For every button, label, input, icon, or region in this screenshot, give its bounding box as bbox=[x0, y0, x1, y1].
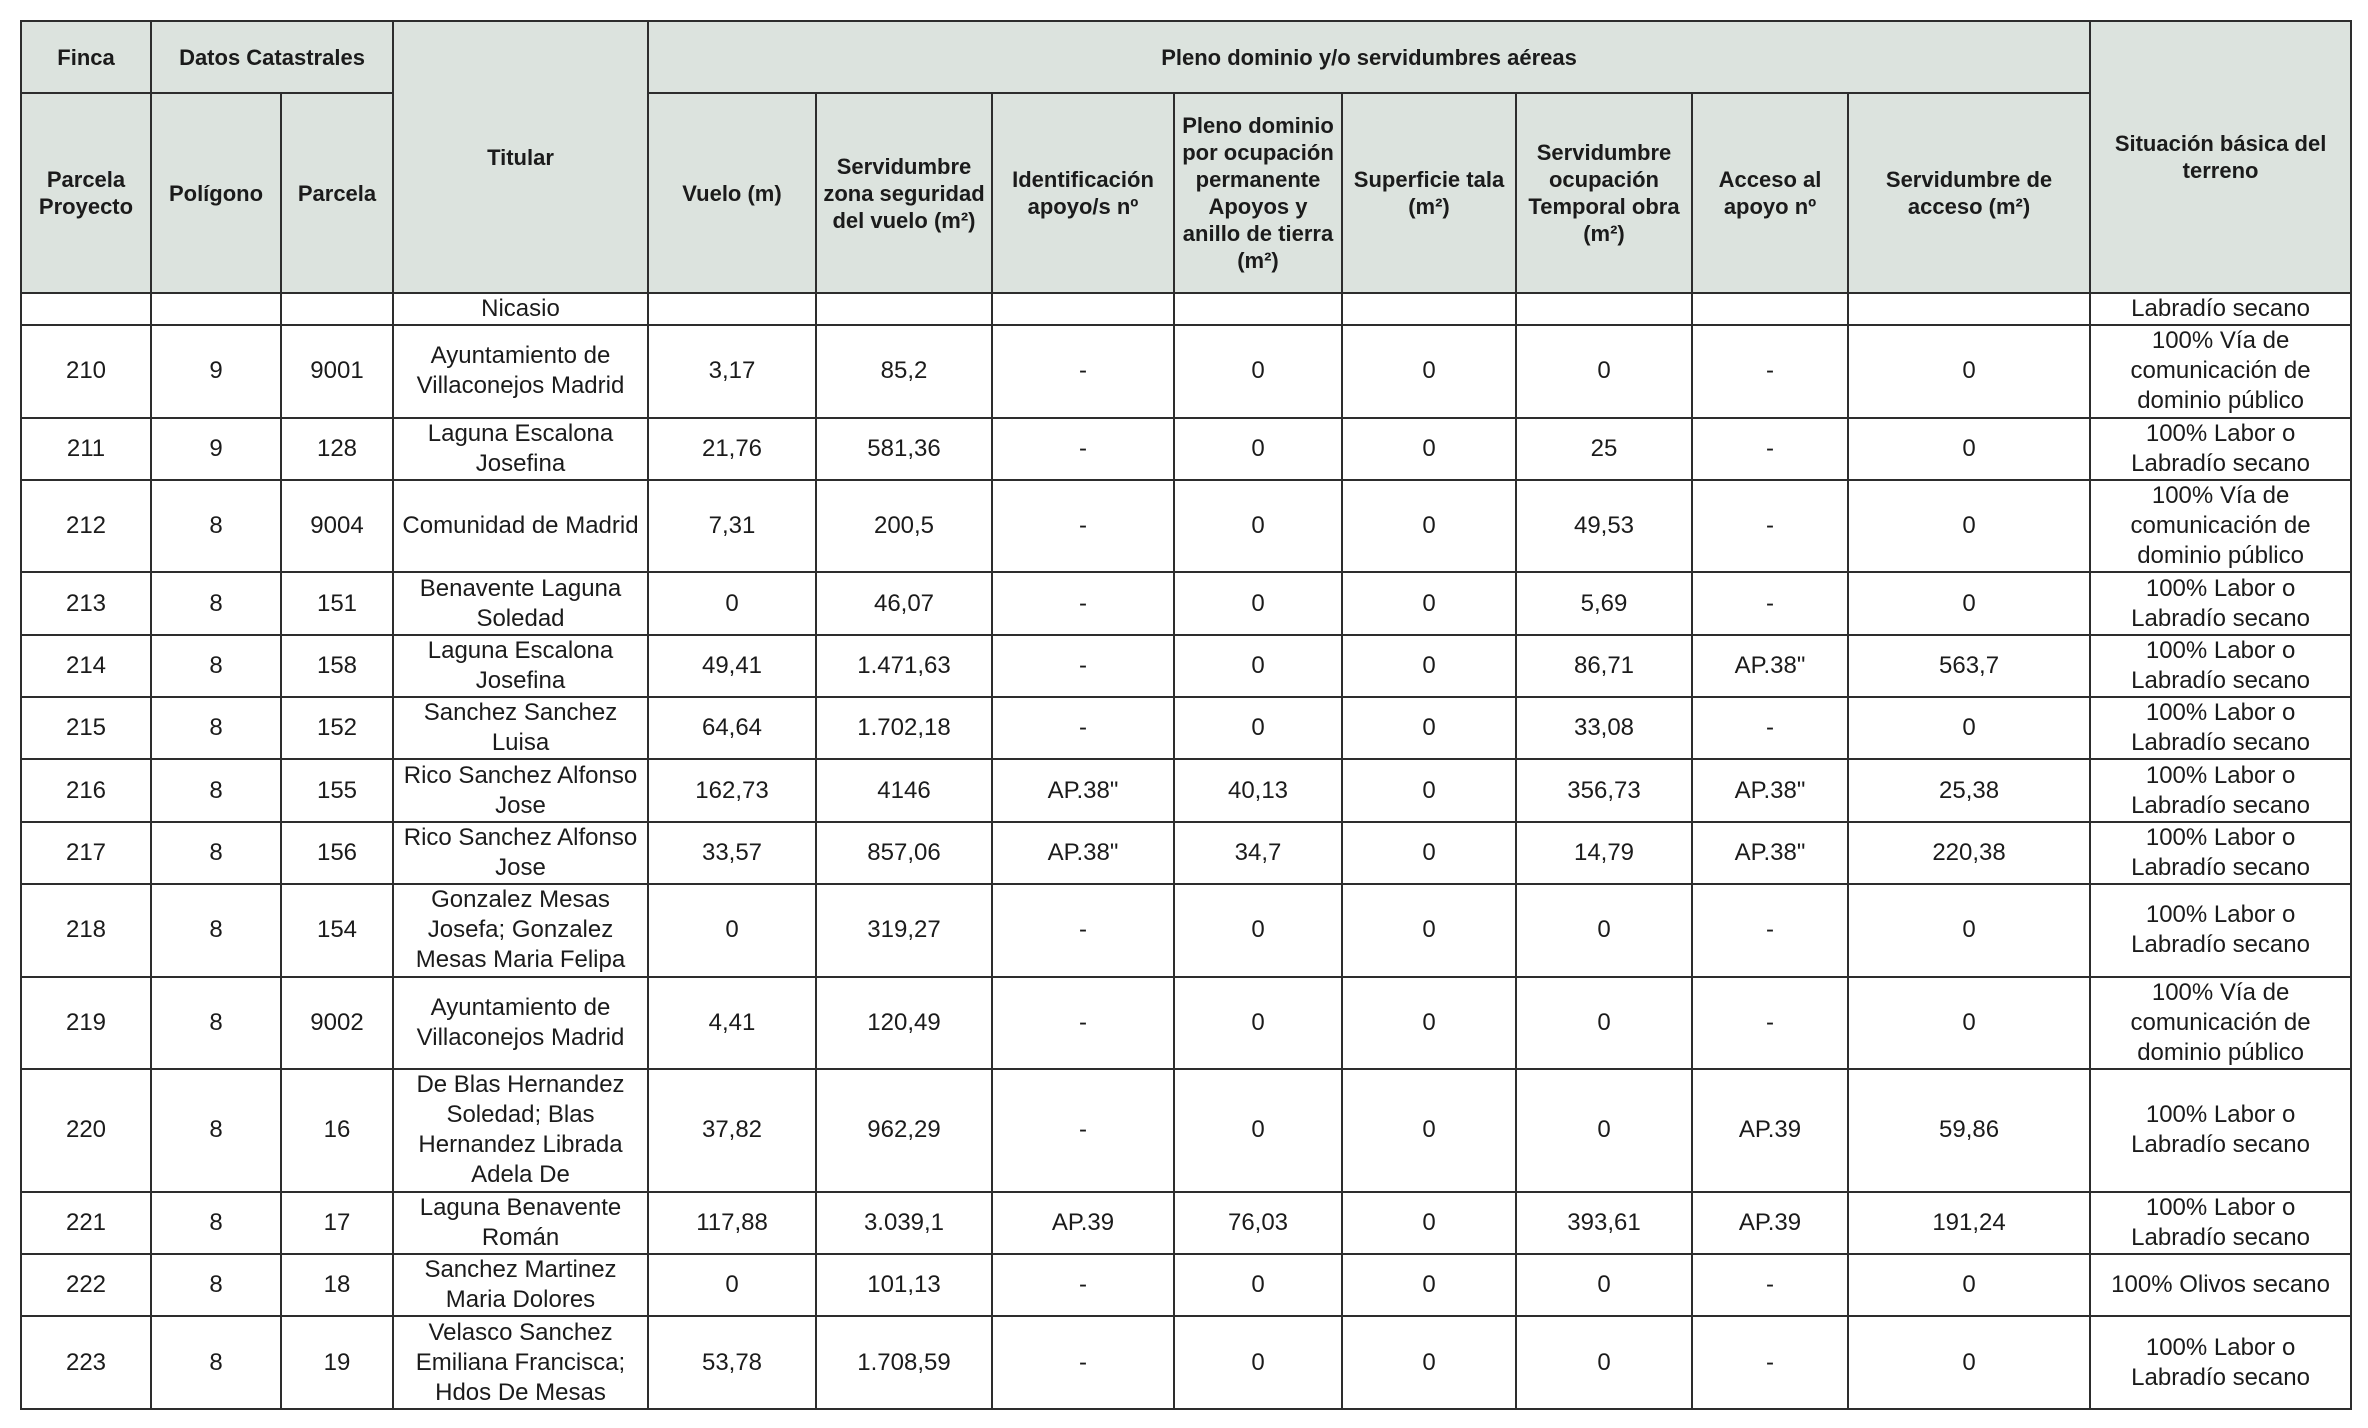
table-cell-vuelo: 53,78 bbox=[648, 1316, 816, 1409]
table-cell-titular: Laguna Escalona Josefina bbox=[393, 418, 648, 480]
table-cell-vuelo: 0 bbox=[648, 884, 816, 976]
table-cell-superficie-tala: 0 bbox=[1342, 1316, 1516, 1409]
table-cell-identificacion: - bbox=[992, 325, 1174, 417]
table-cell bbox=[1516, 293, 1692, 325]
table-cell-titular: Comunidad de Madrid bbox=[393, 480, 648, 572]
table-cell-titular: Rico Sanchez Alfonso Jose bbox=[393, 759, 648, 821]
table-cell-identificacion: AP.39 bbox=[992, 1192, 1174, 1254]
table-cell-titular: Laguna Escalona Josefina bbox=[393, 635, 648, 697]
table-cell-situacion: 100% Labor o Labradío secano bbox=[2090, 697, 2351, 759]
table-cell-parcela: 19 bbox=[281, 1316, 393, 1409]
table-cell-parcela-proyecto: 222 bbox=[21, 1254, 151, 1316]
table-cell-servidumbre-temporal: 49,53 bbox=[1516, 480, 1692, 572]
table-cell-parcela: 9002 bbox=[281, 977, 393, 1069]
table-cell-titular: Sanchez Martinez Maria Dolores bbox=[393, 1254, 648, 1316]
table-cell-superficie-tala: 0 bbox=[1342, 759, 1516, 821]
table-cell-superficie-tala: 0 bbox=[1342, 1254, 1516, 1316]
table-cell-pleno-dominio: 0 bbox=[1174, 1316, 1342, 1409]
table-cell-superficie-tala: 0 bbox=[1342, 977, 1516, 1069]
table-cell-parcela-proyecto: 213 bbox=[21, 572, 151, 634]
table-cell-superficie-tala: 0 bbox=[1342, 480, 1516, 572]
table-cell-parcela-proyecto: 212 bbox=[21, 480, 151, 572]
header-vuelo: Vuelo (m) bbox=[648, 93, 816, 293]
table-cell-servidumbre-zona: 857,06 bbox=[816, 822, 992, 884]
table-cell-poligono: 8 bbox=[151, 697, 281, 759]
table-cell-parcela: 16 bbox=[281, 1069, 393, 1192]
table-cell-titular: Benavente Laguna Soledad bbox=[393, 572, 648, 634]
table-cell bbox=[281, 293, 393, 325]
table-cell-vuelo: 162,73 bbox=[648, 759, 816, 821]
table-cell-servidumbre-acceso: 0 bbox=[1848, 572, 2090, 634]
table-cell-superficie-tala: 0 bbox=[1342, 1192, 1516, 1254]
table-cell-servidumbre-zona: 1.471,63 bbox=[816, 635, 992, 697]
table-cell-poligono: 9 bbox=[151, 418, 281, 480]
table-cell-superficie-tala: 0 bbox=[1342, 884, 1516, 976]
table-cell-acceso-apoyo: - bbox=[1692, 418, 1848, 480]
table-cell-poligono: 8 bbox=[151, 1316, 281, 1409]
table-cell-titular: Gonzalez Mesas Josefa; Gonzalez Mesas Maria Felipa bbox=[393, 884, 648, 976]
header-finca: Finca bbox=[21, 21, 151, 93]
table-row bbox=[21, 418, 2351, 480]
table-cell-situacion: 100% Labor o Labradío secano bbox=[2090, 884, 2351, 976]
table-cell-acceso-apoyo: - bbox=[1692, 1316, 1848, 1409]
table-cell-parcela-proyecto: 223 bbox=[21, 1316, 151, 1409]
table-cell-acceso-apoyo: - bbox=[1692, 1254, 1848, 1316]
table-cell-superficie-tala: 0 bbox=[1342, 822, 1516, 884]
header-titular: Titular bbox=[393, 21, 648, 293]
table-cell-parcela: 128 bbox=[281, 418, 393, 480]
table-row bbox=[21, 697, 2351, 759]
table-cell-servidumbre-acceso: 0 bbox=[1848, 1316, 2090, 1409]
table-cell-servidumbre-acceso: 563,7 bbox=[1848, 635, 2090, 697]
table-cell-parcela: 9004 bbox=[281, 480, 393, 572]
table-cell-servidumbre-zona: 101,13 bbox=[816, 1254, 992, 1316]
table-cell-pleno-dominio: 0 bbox=[1174, 1069, 1342, 1192]
table-cell-situacion: 100% Labor o Labradío secano bbox=[2090, 572, 2351, 634]
table-cell-identificacion: - bbox=[992, 884, 1174, 976]
header-parcela-proyecto: Parcela Proyecto bbox=[21, 93, 151, 293]
table-cell-titular: Sanchez Sanchez Luisa bbox=[393, 697, 648, 759]
header-servidumbre-zona: Servidumbre zona seguridad del vuelo (m²) bbox=[816, 93, 992, 293]
table-cell-vuelo: 49,41 bbox=[648, 635, 816, 697]
table-cell-parcela: 151 bbox=[281, 572, 393, 634]
table-cell-servidumbre-acceso: 59,86 bbox=[1848, 1069, 2090, 1192]
table-cell-parcela-proyecto: 221 bbox=[21, 1192, 151, 1254]
table-cell-superficie-tala: 0 bbox=[1342, 697, 1516, 759]
table-cell-vuelo: 21,76 bbox=[648, 418, 816, 480]
table-cell-identificacion: - bbox=[992, 635, 1174, 697]
table-cell-poligono: 8 bbox=[151, 759, 281, 821]
table-cell-servidumbre-acceso: 0 bbox=[1848, 1254, 2090, 1316]
table-cell-titular: Ayuntamiento de Villaconejos Madrid bbox=[393, 325, 648, 417]
table-cell-servidumbre-temporal: 393,61 bbox=[1516, 1192, 1692, 1254]
table-cell-poligono: 8 bbox=[151, 1069, 281, 1192]
table-cell-situacion: 100% Labor o Labradío secano bbox=[2090, 418, 2351, 480]
table-cell-vuelo: 4,41 bbox=[648, 977, 816, 1069]
table-row bbox=[21, 1069, 2351, 1192]
table-cell-servidumbre-acceso: 0 bbox=[1848, 697, 2090, 759]
table-cell-servidumbre-temporal: 0 bbox=[1516, 1069, 1692, 1192]
table-cell-servidumbre-zona: 120,49 bbox=[816, 977, 992, 1069]
table-cell-pleno-dominio: 0 bbox=[1174, 697, 1342, 759]
table-cell-servidumbre-temporal: 0 bbox=[1516, 977, 1692, 1069]
table-cell-situacion: 100% Labor o Labradío secano bbox=[2090, 1069, 2351, 1192]
table-cell-parcela-proyecto: 215 bbox=[21, 697, 151, 759]
table-cell-servidumbre-temporal: 33,08 bbox=[1516, 697, 1692, 759]
table-cell-titular: De Blas Hernandez Soledad; Blas Hernandez Librada Adela De bbox=[393, 1069, 648, 1192]
table-cell-acceso-apoyo: - bbox=[1692, 977, 1848, 1069]
table-cell-poligono: 8 bbox=[151, 977, 281, 1069]
table-cell-servidumbre-zona: 200,5 bbox=[816, 480, 992, 572]
table-cell-parcela-proyecto: 214 bbox=[21, 635, 151, 697]
table-cell-servidumbre-temporal: 0 bbox=[1516, 1316, 1692, 1409]
table-cell-parcela: 158 bbox=[281, 635, 393, 697]
table-cell-situacion: 100% Labor o Labradío secano bbox=[2090, 1316, 2351, 1409]
table-cell-situacion: 100% Labor o Labradío secano bbox=[2090, 1192, 2351, 1254]
table-row bbox=[21, 1254, 2351, 1316]
table-cell-situacion: 100% Labor o Labradío secano bbox=[2090, 635, 2351, 697]
table-cell-acceso-apoyo: - bbox=[1692, 697, 1848, 759]
table-cell-servidumbre-acceso: 0 bbox=[1848, 480, 2090, 572]
header-servidumbre-temporal: Servidumbre ocupación Temporal obra (m²) bbox=[1516, 93, 1692, 293]
table-cell-servidumbre-acceso: 0 bbox=[1848, 325, 2090, 417]
table-cell-servidumbre-zona: 3.039,1 bbox=[816, 1192, 992, 1254]
table-cell-identificacion: AP.38" bbox=[992, 759, 1174, 821]
table-cell-identificacion: - bbox=[992, 697, 1174, 759]
table-cell-servidumbre-zona: 1.702,18 bbox=[816, 697, 992, 759]
table-cell-parcela-proyecto: 210 bbox=[21, 325, 151, 417]
table-cell-titular: Laguna Benavente Román bbox=[393, 1192, 648, 1254]
table-row bbox=[21, 884, 2351, 976]
table-cell bbox=[1692, 293, 1848, 325]
table-cell-parcela: 156 bbox=[281, 822, 393, 884]
table-cell-parcela: 155 bbox=[281, 759, 393, 821]
table-cell-pleno-dominio: 34,7 bbox=[1174, 822, 1342, 884]
table-cell-titular: Rico Sanchez Alfonso Jose bbox=[393, 822, 648, 884]
table-cell-servidumbre-zona: 46,07 bbox=[816, 572, 992, 634]
table-cell-situacion: 100% Labor o Labradío secano bbox=[2090, 822, 2351, 884]
table-cell-poligono: 8 bbox=[151, 635, 281, 697]
table-cell-situacion: Labradío secano bbox=[2090, 293, 2351, 325]
table-cell bbox=[1174, 293, 1342, 325]
table-cell-parcela: 17 bbox=[281, 1192, 393, 1254]
table-cell-titular: Velasco Sanchez Emiliana Francisca; Hdos De Mesas bbox=[393, 1316, 648, 1409]
table-cell-identificacion: - bbox=[992, 418, 1174, 480]
table-cell bbox=[816, 293, 992, 325]
table-cell-poligono: 8 bbox=[151, 572, 281, 634]
table-cell-parcela: 154 bbox=[281, 884, 393, 976]
table-row bbox=[21, 822, 2351, 884]
header-poligono: Polígono bbox=[151, 93, 281, 293]
table-cell-servidumbre-zona: 4146 bbox=[816, 759, 992, 821]
table-cell-servidumbre-zona: 962,29 bbox=[816, 1069, 992, 1192]
table-cell-vuelo: 0 bbox=[648, 1254, 816, 1316]
table-row bbox=[21, 1316, 2351, 1409]
table-cell-pleno-dominio: 0 bbox=[1174, 1254, 1342, 1316]
table-row-carryover bbox=[21, 293, 2351, 325]
table-cell-acceso-apoyo: - bbox=[1692, 480, 1848, 572]
table-cell-vuelo: 0 bbox=[648, 572, 816, 634]
table-cell-superficie-tala: 0 bbox=[1342, 1069, 1516, 1192]
table-row bbox=[21, 572, 2351, 634]
table-cell-vuelo: 37,82 bbox=[648, 1069, 816, 1192]
table-cell-superficie-tala: 0 bbox=[1342, 635, 1516, 697]
table-cell-vuelo: 3,17 bbox=[648, 325, 816, 417]
table-cell-servidumbre-acceso: 25,38 bbox=[1848, 759, 2090, 821]
table-row bbox=[21, 1192, 2351, 1254]
table-cell-vuelo: 64,64 bbox=[648, 697, 816, 759]
table-cell-servidumbre-zona: 1.708,59 bbox=[816, 1316, 992, 1409]
table-cell bbox=[1342, 293, 1516, 325]
header-acceso-apoyo: Acceso al apoyo nº bbox=[1692, 93, 1848, 293]
header-pleno-dominio-ocupacion: Pleno dominio por ocupación permanente Apoyos y anillo de tierra (m²) bbox=[1174, 93, 1342, 293]
table-row bbox=[21, 635, 2351, 697]
table-cell-titular: Ayuntamiento de Villaconejos Madrid bbox=[393, 977, 648, 1069]
table-cell-pleno-dominio: 0 bbox=[1174, 977, 1342, 1069]
table-cell bbox=[648, 293, 816, 325]
table-cell-pleno-dominio: 40,13 bbox=[1174, 759, 1342, 821]
table-cell-situacion: 100% Labor o Labradío secano bbox=[2090, 759, 2351, 821]
table-cell-superficie-tala: 0 bbox=[1342, 418, 1516, 480]
table-cell-vuelo: 117,88 bbox=[648, 1192, 816, 1254]
table-cell-situacion: 100% Vía de comunicación de dominio público bbox=[2090, 480, 2351, 572]
table-cell-servidumbre-temporal: 25 bbox=[1516, 418, 1692, 480]
table-cell-parcela-proyecto: 218 bbox=[21, 884, 151, 976]
table-cell-servidumbre-acceso: 191,24 bbox=[1848, 1192, 2090, 1254]
parcel-table bbox=[20, 20, 2352, 1410]
header-datos-catastrales: Datos Catastrales bbox=[151, 21, 393, 93]
header-situacion: Situación básica del terreno bbox=[2090, 21, 2351, 293]
header-superficie-tala: Superficie tala (m²) bbox=[1342, 93, 1516, 293]
table-cell-parcela: 152 bbox=[281, 697, 393, 759]
table-cell-pleno-dominio: 0 bbox=[1174, 480, 1342, 572]
table-cell bbox=[21, 293, 151, 325]
table-cell-poligono: 8 bbox=[151, 884, 281, 976]
table-cell-acceso-apoyo: AP.39 bbox=[1692, 1069, 1848, 1192]
table-cell-pleno-dominio: 0 bbox=[1174, 325, 1342, 417]
table-cell-servidumbre-temporal: 86,71 bbox=[1516, 635, 1692, 697]
table-cell-parcela-proyecto: 216 bbox=[21, 759, 151, 821]
header-parcela: Parcela bbox=[281, 93, 393, 293]
table-cell-servidumbre-temporal: 0 bbox=[1516, 1254, 1692, 1316]
table-cell-servidumbre-temporal: 0 bbox=[1516, 884, 1692, 976]
table-cell-identificacion: - bbox=[992, 480, 1174, 572]
table-cell-servidumbre-temporal: 0 bbox=[1516, 325, 1692, 417]
table-cell-superficie-tala: 0 bbox=[1342, 572, 1516, 634]
table-cell-acceso-apoyo: - bbox=[1692, 884, 1848, 976]
table-cell-acceso-apoyo: - bbox=[1692, 325, 1848, 417]
table-cell-servidumbre-temporal: 14,79 bbox=[1516, 822, 1692, 884]
table-cell-parcela-proyecto: 219 bbox=[21, 977, 151, 1069]
table-cell-situacion: 100% Olivos secano bbox=[2090, 1254, 2351, 1316]
table-cell-acceso-apoyo: AP.38" bbox=[1692, 635, 1848, 697]
table-cell-servidumbre-acceso: 220,38 bbox=[1848, 822, 2090, 884]
table-cell-identificacion: - bbox=[992, 1316, 1174, 1409]
table-row bbox=[21, 325, 2351, 417]
table-cell-servidumbre-temporal: 356,73 bbox=[1516, 759, 1692, 821]
table-cell-superficie-tala: 0 bbox=[1342, 325, 1516, 417]
table-cell-poligono: 9 bbox=[151, 325, 281, 417]
table-cell-identificacion: - bbox=[992, 1069, 1174, 1192]
table-cell bbox=[151, 293, 281, 325]
table-cell-vuelo: 33,57 bbox=[648, 822, 816, 884]
table-cell-vuelo: 7,31 bbox=[648, 480, 816, 572]
table-cell-servidumbre-acceso: 0 bbox=[1848, 884, 2090, 976]
table-cell-pleno-dominio: 76,03 bbox=[1174, 1192, 1342, 1254]
table-cell-pleno-dominio: 0 bbox=[1174, 635, 1342, 697]
header-pleno-dominio: Pleno dominio y/o servidumbres aéreas bbox=[648, 21, 2090, 93]
table-cell-pleno-dominio: 0 bbox=[1174, 418, 1342, 480]
table-cell bbox=[992, 293, 1174, 325]
table-cell-servidumbre-acceso: 0 bbox=[1848, 977, 2090, 1069]
table-cell-parcela-proyecto: 217 bbox=[21, 822, 151, 884]
table-cell-parcela: 18 bbox=[281, 1254, 393, 1316]
table-cell-servidumbre-temporal: 5,69 bbox=[1516, 572, 1692, 634]
table-cell-servidumbre-zona: 85,2 bbox=[816, 325, 992, 417]
table-cell-servidumbre-acceso: 0 bbox=[1848, 418, 2090, 480]
table-cell-parcela-proyecto: 211 bbox=[21, 418, 151, 480]
header-identificacion: Identificación apoyo/s nº bbox=[992, 93, 1174, 293]
table-row bbox=[21, 480, 2351, 572]
table-cell-acceso-apoyo: AP.38" bbox=[1692, 759, 1848, 821]
table-cell-identificacion: - bbox=[992, 1254, 1174, 1316]
table-row bbox=[21, 977, 2351, 1069]
table-cell-pleno-dominio: 0 bbox=[1174, 884, 1342, 976]
table-cell-titular: Nicasio bbox=[393, 293, 648, 325]
header-servidumbre-acceso: Servidumbre de acceso (m²) bbox=[1848, 93, 2090, 293]
table-cell-servidumbre-zona: 319,27 bbox=[816, 884, 992, 976]
table-cell-servidumbre-zona: 581,36 bbox=[816, 418, 992, 480]
table-cell-identificacion: - bbox=[992, 977, 1174, 1069]
table-cell-pleno-dominio: 0 bbox=[1174, 572, 1342, 634]
table-cell-parcela: 9001 bbox=[281, 325, 393, 417]
table-cell-acceso-apoyo: AP.38" bbox=[1692, 822, 1848, 884]
table-cell-parcela-proyecto: 220 bbox=[21, 1069, 151, 1192]
table-cell-poligono: 8 bbox=[151, 480, 281, 572]
table-cell-situacion: 100% Vía de comunicación de dominio público bbox=[2090, 325, 2351, 417]
table-cell-acceso-apoyo: AP.39 bbox=[1692, 1192, 1848, 1254]
table-cell-identificacion: AP.38" bbox=[992, 822, 1174, 884]
table-cell-acceso-apoyo: - bbox=[1692, 572, 1848, 634]
table-cell-poligono: 8 bbox=[151, 1254, 281, 1316]
table-cell-poligono: 8 bbox=[151, 822, 281, 884]
table-cell-poligono: 8 bbox=[151, 1192, 281, 1254]
table-row bbox=[21, 759, 2351, 821]
table-cell bbox=[1848, 293, 2090, 325]
table-cell-identificacion: - bbox=[992, 572, 1174, 634]
table-cell-situacion: 100% Vía de comunicación de dominio público bbox=[2090, 977, 2351, 1069]
